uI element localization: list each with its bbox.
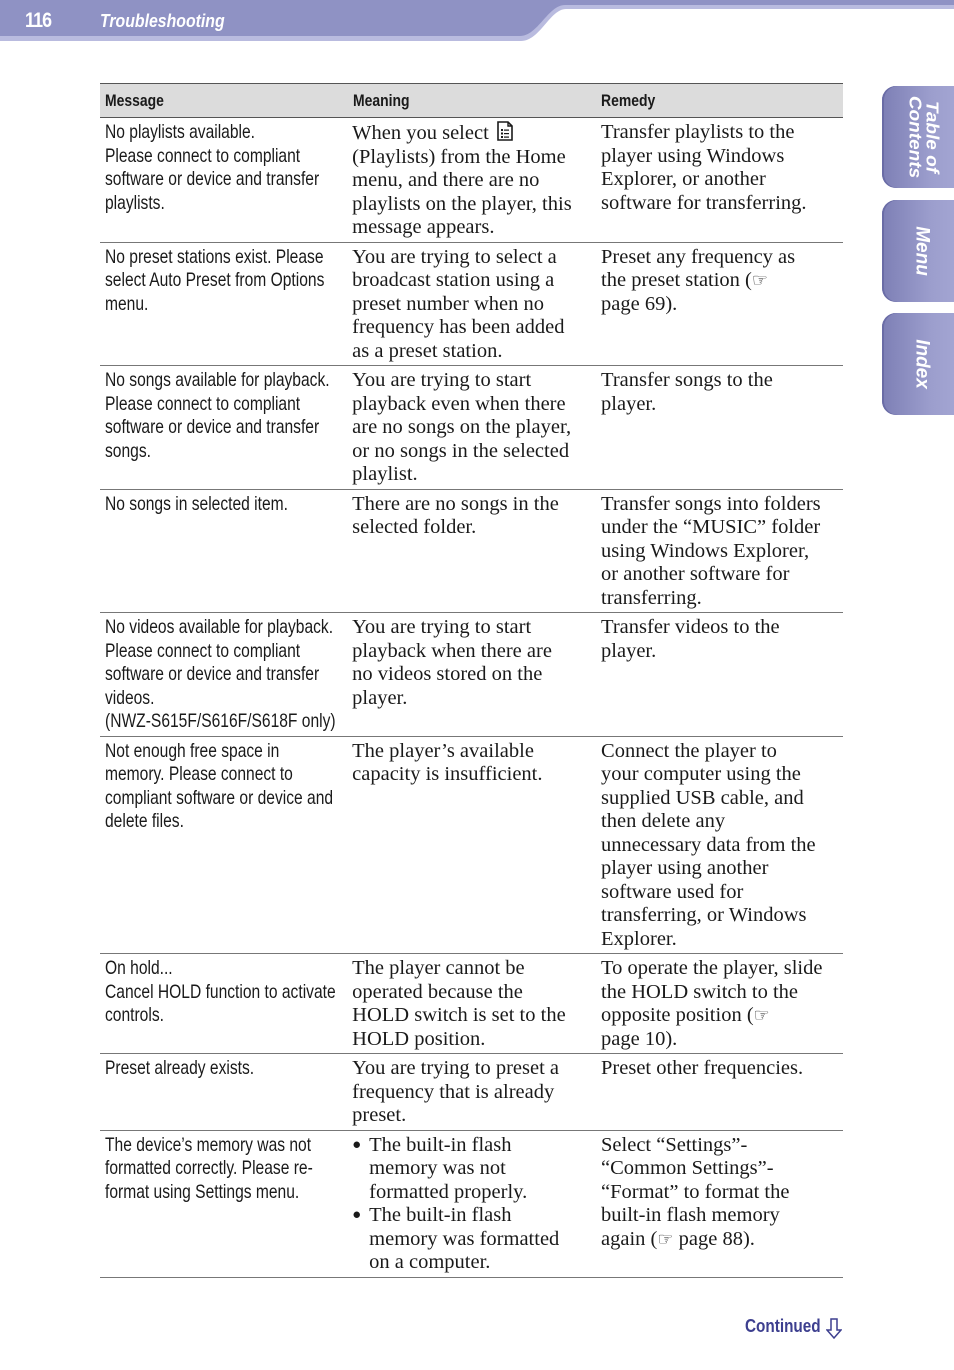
tab-menu[interactable]: [882, 200, 954, 302]
header-remedy: Remedy: [596, 84, 843, 118]
table-row: [100, 1130, 843, 1277]
remedy-cell: Transfer songs into folders under the “MUSIC” folder using Windows Explorer, or another software for transferring.: [596, 489, 843, 613]
table-row: [100, 242, 843, 366]
table-row: [100, 489, 843, 613]
meaning-cell: You are trying to select a broadcast station using a preset number when no frequency has been added as a preset station.: [348, 242, 596, 366]
table-row: [100, 613, 843, 737]
header-message: Message: [100, 84, 348, 118]
message-cell: No songs in selected item.: [100, 489, 348, 613]
reference-hand-icon[interactable]: ☞: [657, 1228, 674, 1250]
remedy-cell: Transfer playlists to the player using Windows Explorer, or another software for transferring.: [596, 118, 843, 243]
message-cell: No preset stations exist. Please select Auto Preset from Options menu.: [100, 242, 348, 366]
meaning-cell: There are no songs in the selected folder.: [348, 489, 596, 613]
remedy-cell: Preset other frequencies.: [596, 1054, 843, 1131]
continued-link[interactable]: Continued: [745, 1316, 821, 1336]
continued-arrow-icon[interactable]: [826, 1318, 842, 1340]
remedy-cell: Preset any frequency as the preset station (☞ page 69).: [596, 242, 843, 366]
meaning-bullet-list: [352, 1134, 592, 1275]
message-cell: No playlists available. Please connect to compliant software or device and transfer playlists.: [100, 118, 348, 243]
remedy-cell: To operate the player, slide the HOLD switch to the opposite position (☞ page 10).: [596, 954, 843, 1054]
meaning-cell: You are trying to start playback when there are no videos stored on the player.: [348, 613, 596, 737]
message-cell: Not enough free space in memory. Please connect to compliant software or device and delete files.: [100, 736, 348, 954]
tab-index[interactable]: [882, 313, 954, 415]
message-cell: Preset already exists.: [100, 1054, 348, 1131]
tab-label-menu: Menu: [911, 226, 933, 276]
meaning-cell: [348, 1130, 596, 1277]
page-reference-link[interactable]: page 69).: [601, 292, 678, 315]
remedy-cell: Connect the player to your computer using the supplied USB cable, and then delete any unnecessary data from the player using another software used for transferring, or Windows Explorer.: [596, 736, 843, 954]
remedy-cell: Select “Settings”- “Common Settings”- “Format” to format the built-in flash memory again (☞ page 88).: [596, 1130, 843, 1277]
page-number: 116: [25, 9, 52, 32]
remedy-cell: Transfer songs to the player.: [596, 366, 843, 490]
reference-hand-icon[interactable]: ☞: [751, 270, 769, 291]
meaning-cell: The player cannot be operated because the HOLD switch is set to the HOLD position.: [348, 954, 596, 1054]
page-reference-link[interactable]: page 88).: [673, 1227, 755, 1250]
troubleshooting-table: [100, 83, 843, 1278]
message-cell: The device’s memory was not formatted correctly. Please re- format using Settings menu.: [100, 1130, 348, 1277]
table-row: [100, 736, 843, 954]
remedy-cell: Transfer videos to the player.: [596, 613, 843, 737]
tab-label-index: Index: [911, 339, 933, 389]
table-header-row: [100, 84, 843, 118]
table-row: [100, 954, 843, 1054]
meaning-cell: You are trying to start playback even when there are no songs on the player, or no songs in the selected playlist.: [348, 366, 596, 490]
message-cell: No songs available for playback. Please connect to compliant software or device and transfer songs.: [100, 366, 348, 490]
reference-hand-icon[interactable]: ☞: [753, 1005, 770, 1026]
meaning-cell: You are trying to preset a frequency that is already preset.: [348, 1054, 596, 1131]
list-item: ● The built-in flash memory was not formatted properly.: [352, 1134, 592, 1205]
meaning-cell: When you select (Playlists) from the Home menu, and there are no playlists on the player, this message appears.: [348, 118, 596, 243]
table-row: [100, 118, 843, 243]
header-meaning: Meaning: [348, 84, 596, 118]
page-reference-link[interactable]: page 10).: [601, 1027, 678, 1050]
table-row: [100, 1054, 843, 1131]
list-item: ● The built-in flash memory was formatted on a computer.: [352, 1204, 592, 1275]
tab-table-of-contents[interactable]: [882, 86, 954, 188]
message-cell: On hold... Cancel HOLD function to activate controls.: [100, 954, 348, 1054]
meaning-cell: The player’s available capacity is insufficient.: [348, 736, 596, 954]
message-cell: No videos available for playback. Please connect to compliant software or device and transfer videos. (NWZ-S615F/S616F/S618F only): [100, 613, 348, 737]
section-title: Troubleshooting: [100, 11, 225, 31]
table-row: [100, 366, 843, 490]
tab-label-contents: Table of Contents: [904, 95, 941, 179]
playlist-icon: [497, 121, 513, 141]
